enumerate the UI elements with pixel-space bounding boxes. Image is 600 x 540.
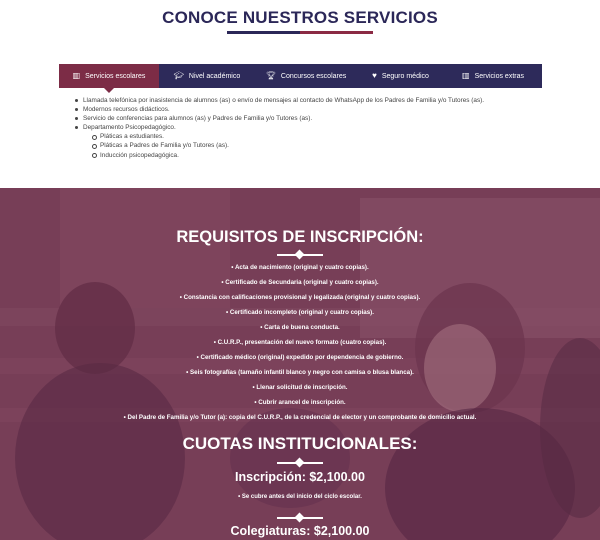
diamond-divider [277,250,323,260]
requirement-item: • Constancia con calificaciones provisional y legalizada (original y cuatro copias). [179,294,421,301]
sublist [100,132,484,159]
requirement-item: • Seis fotografías (tamaño infantil blanco y negro con camisa o blusa blanca). [186,369,414,376]
building-icon: ▥ [462,71,470,80]
title-underline [227,31,373,34]
tab-label: Seguro médico [381,72,429,80]
fees-title: CUOTAS INSTITUCIONALES: [182,434,418,453]
graduation-cap-icon: 🎓︎ [173,71,184,80]
trophy-icon: 🏆︎ [265,71,276,80]
requirement-item: • C.U.R.P., presentación del nuevo formato (cuatro copias). [213,339,387,346]
tab-concursos-escolares[interactable] [255,64,357,88]
enrollment-banner [0,188,600,540]
services-tabs [59,64,542,88]
list-item-label: Departamento Psicopedagógico. [83,124,176,132]
list-item: Llamada telefónica por inasistencia de alumnos (as) o envío de mensajes al contacto de WhatsApp de los Padres de Familia y/o Tutores (as). [83,97,485,104]
services-list [83,96,484,160]
page-title: CONOCE NUESTROS SERVICIOS [162,8,438,27]
sublist-item: Inducción psicopedagógica. [100,151,484,160]
tab-label: Concursos escolares [280,72,347,80]
requirement-item: • Carta de buena conducta. [260,324,340,331]
tab-label: Servicios escolares [85,72,146,80]
sublist-item: Pláticas a estudiantes. [100,132,484,141]
requirement-item: • Certificado de Secundaria (original y cuatro copias). [221,279,379,286]
heart-icon: ♥ [372,71,377,80]
services-section [0,0,600,188]
sublist-item: Pláticas a Padres de Familia y/o Tutores (as). [100,141,484,150]
list-item: Servicio de conferencias para alumnos (as) y Padres de Familia y/o Tutores (as). [83,114,484,123]
requirement-item: • Acta de nacimiento (original y cuatro copias). [231,264,369,271]
tab-label: Servicios extras [474,72,524,80]
tab-nivel-academico[interactable] [159,64,255,88]
banner-content [0,188,600,540]
inscription-fee: Inscripción: $2,100.00 [235,470,365,484]
diamond-divider [277,513,323,523]
requirement-item: • Llenar solicitud de inscripción. [252,384,348,391]
list-item: Modernos recursos didácticos. [83,105,484,114]
tab-servicios-extras[interactable] [444,64,542,88]
tab-label: Nivel académico [188,72,241,80]
tab-servicios-escolares[interactable] [59,64,159,88]
building-icon: ▥ [72,71,81,80]
diamond-divider [277,458,323,468]
list-item [83,123,484,159]
requirement-item: • Certificado incompleto (original y cuatro copias). [226,309,374,316]
inscription-note: • Se cubre antes del inicio del ciclo escolar. [238,494,362,500]
tuition-fee: Colegiaturas: $2,100.00 [230,524,370,538]
requirement-item: • Certificado médico (original) expedido por dependencia de gobierno. [196,354,404,361]
requirement-item: • Del Padre de Familia y/o Tutor (a): copia del C.U.R.P., de la credencial de elector y un comprobante de domicilio actual. [123,414,477,421]
requirement-item: • Cubrir arancel de inscripción. [254,399,346,406]
tab-seguro-medico[interactable] [357,64,444,88]
requirements-title: REQUISITOS DE INSCRIPCIÓN: [176,228,424,246]
